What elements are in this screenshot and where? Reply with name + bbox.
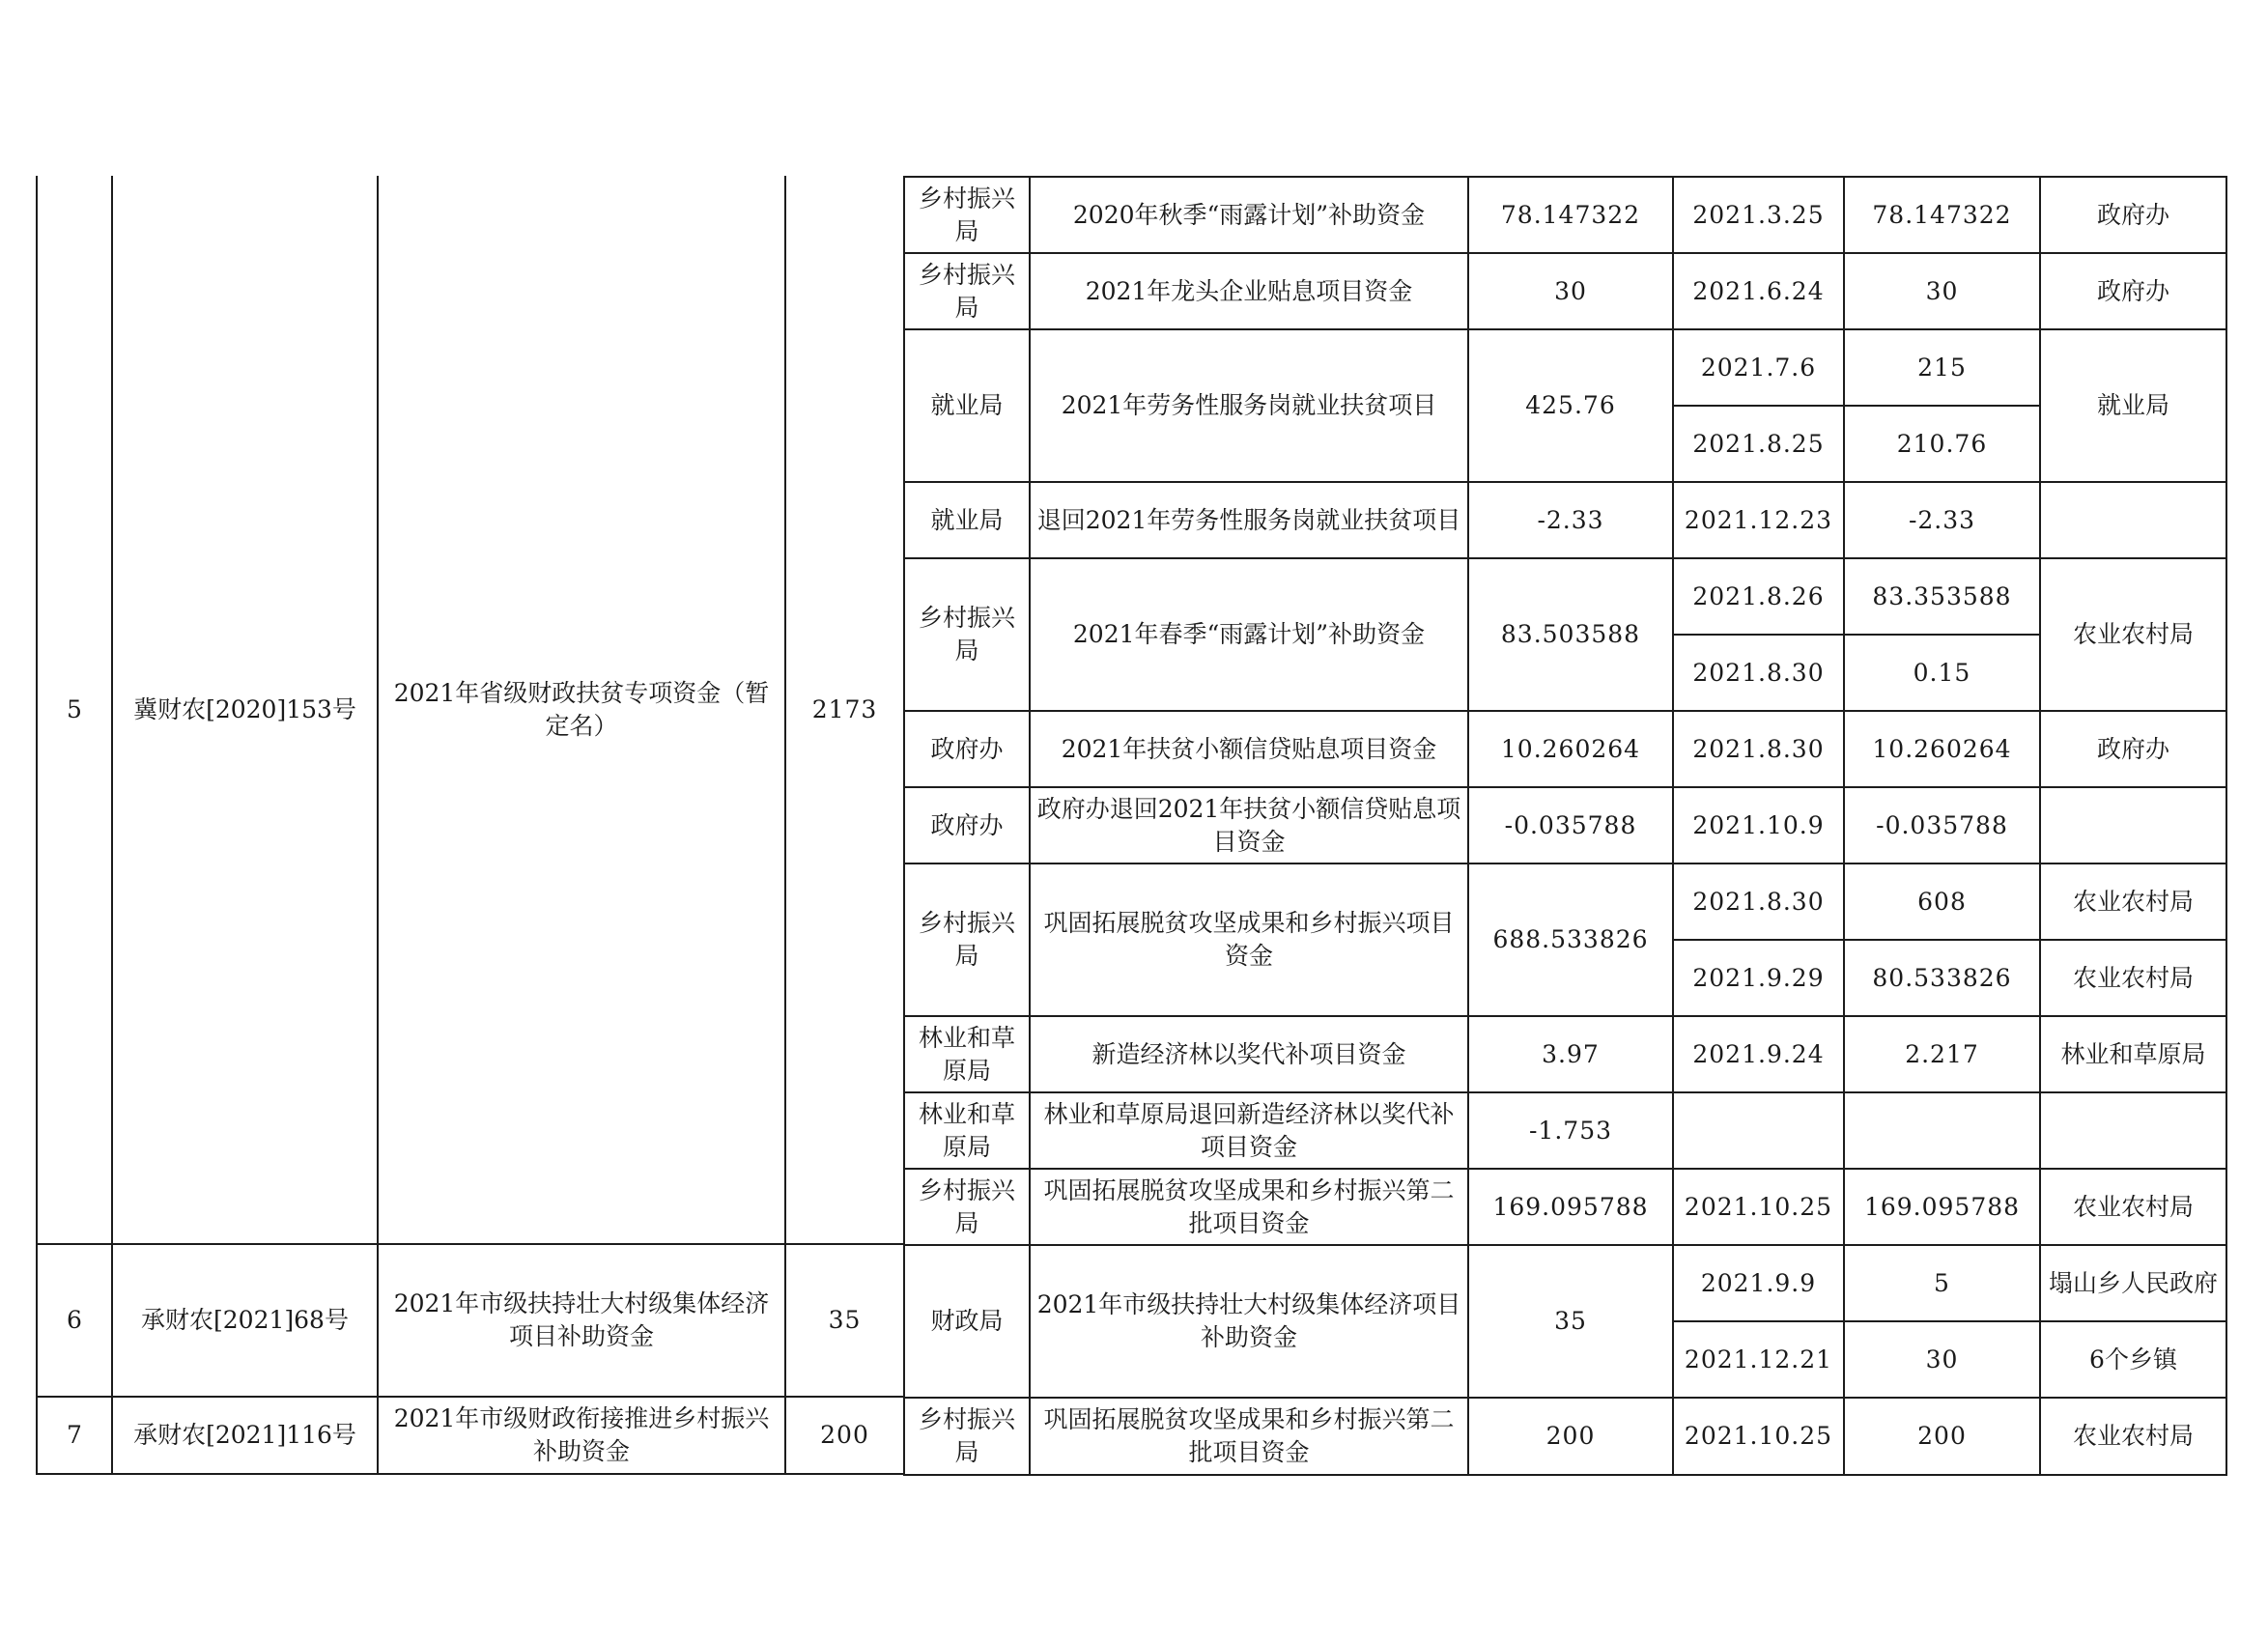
- date-cell: 2021.8.30: [1673, 635, 1844, 711]
- project-name-cell: 2020年秋季“雨露计划”补助资金: [1030, 177, 1468, 253]
- project-amount-cell: -0.035788: [1468, 787, 1673, 863]
- recipient-cell: [2040, 482, 2226, 558]
- department-cell: 政府办: [904, 711, 1030, 787]
- project-amount-cell: 3.97: [1468, 1016, 1673, 1092]
- recipient-cell: 政府办: [2040, 711, 2226, 787]
- project-amount-cell: 169.095788: [1468, 1169, 1673, 1245]
- project-name-cell: 政府办退回2021年扶贫小额信贷贴息项目资金: [1030, 787, 1468, 863]
- project-name-cell: 2021年市级扶持壮大村级集体经济项目补助资金: [1030, 1245, 1468, 1398]
- project-amount-cell: 30: [1468, 253, 1673, 329]
- disbursed-amount-cell: [1844, 1092, 2040, 1169]
- document-number: 承财农[2021]68号: [112, 1244, 378, 1397]
- recipient-cell: 农业农村局: [2040, 1169, 2226, 1245]
- date-cell: 2021.12.21: [1673, 1321, 1844, 1398]
- table-row: [904, 558, 2226, 635]
- recipient-cell: 政府办: [2040, 177, 2226, 253]
- project-amount-cell: -1.753: [1468, 1092, 1673, 1169]
- fund-amount: 200: [785, 1397, 904, 1474]
- fund-amount: 2173: [785, 176, 904, 1244]
- date-cell: 2021.8.30: [1673, 711, 1844, 787]
- left-fund-table: [36, 176, 905, 1475]
- project-amount-cell: 200: [1468, 1398, 1673, 1475]
- date-cell: 2021.3.25: [1673, 177, 1844, 253]
- project-name-cell: 林业和草原局退回新造经济林以奖代补项目资金: [1030, 1092, 1468, 1169]
- department-cell: 就业局: [904, 482, 1030, 558]
- disbursed-amount-cell: -0.035788: [1844, 787, 2040, 863]
- recipient-cell: 就业局: [2040, 329, 2226, 482]
- table-row: [904, 177, 2226, 253]
- disbursed-amount-cell: 608: [1844, 863, 2040, 940]
- recipient-cell: 农业农村局: [2040, 940, 2226, 1016]
- project-amount-cell: -2.33: [1468, 482, 1673, 558]
- disbursed-amount-cell: 2.217: [1844, 1016, 2040, 1092]
- department-cell: 乡村振兴局: [904, 1398, 1030, 1475]
- table-row: [904, 253, 2226, 329]
- department-cell: 乡村振兴局: [904, 253, 1030, 329]
- disbursed-amount-cell: 215: [1844, 329, 2040, 406]
- recipient-cell: 政府办: [2040, 253, 2226, 329]
- project-amount-cell: 688.533826: [1468, 863, 1673, 1016]
- date-cell: 2021.10.9: [1673, 787, 1844, 863]
- department-cell: 财政局: [904, 1245, 1030, 1398]
- table-row: [37, 176, 904, 1244]
- table-row: [904, 711, 2226, 787]
- project-amount-cell: 35: [1468, 1245, 1673, 1398]
- date-cell: 2021.8.25: [1673, 406, 1844, 482]
- date-cell: 2021.8.30: [1673, 863, 1844, 940]
- department-cell: 林业和草原局: [904, 1016, 1030, 1092]
- disbursed-amount-cell: 78.147322: [1844, 177, 2040, 253]
- row-number: 7: [37, 1397, 112, 1474]
- table-row: [904, 1169, 2226, 1245]
- date-cell: 2021.8.26: [1673, 558, 1844, 635]
- date-cell: 2021.10.25: [1673, 1398, 1844, 1475]
- recipient-cell: 农业农村局: [2040, 1398, 2226, 1475]
- date-cell: 2021.6.24: [1673, 253, 1844, 329]
- project-name-cell: 2021年春季“雨露计划”补助资金: [1030, 558, 1468, 711]
- project-amount-cell: 78.147322: [1468, 177, 1673, 253]
- disbursed-amount-cell: 0.15: [1844, 635, 2040, 711]
- table-row: [904, 1016, 2226, 1092]
- date-cell: 2021.7.6: [1673, 329, 1844, 406]
- disbursed-amount-cell: 5: [1844, 1245, 2040, 1321]
- project-name-cell: 巩固拓展脱贫攻坚成果和乡村振兴项目资金: [1030, 863, 1468, 1016]
- department-cell: 乡村振兴局: [904, 558, 1030, 711]
- recipient-cell: 塌山乡人民政府: [2040, 1245, 2226, 1321]
- disbursed-amount-cell: 169.095788: [1844, 1169, 2040, 1245]
- date-cell: 2021.9.24: [1673, 1016, 1844, 1092]
- recipient-cell: [2040, 1092, 2226, 1169]
- recipient-cell: [2040, 787, 2226, 863]
- fund-name: 2021年市级财政衔接推进乡村振兴补助资金: [378, 1397, 785, 1474]
- row-number: 5: [37, 176, 112, 1244]
- fund-name: 2021年省级财政扶贫专项资金（暂定名）: [378, 176, 785, 1244]
- disbursed-amount-cell: 10.260264: [1844, 711, 2040, 787]
- recipient-cell: 农业农村局: [2040, 558, 2226, 711]
- table-row: [904, 1245, 2226, 1321]
- table-row: [904, 482, 2226, 558]
- date-cell: 2021.9.9: [1673, 1245, 1844, 1321]
- date-cell: 2021.9.29: [1673, 940, 1844, 1016]
- table-row: [904, 1092, 2226, 1169]
- disbursed-amount-cell: 80.533826: [1844, 940, 2040, 1016]
- project-name-cell: 2021年龙头企业贴息项目资金: [1030, 253, 1468, 329]
- table-row: [904, 863, 2226, 940]
- project-name-cell: 巩固拓展脱贫攻坚成果和乡村振兴第二批项目资金: [1030, 1169, 1468, 1245]
- project-amount-cell: 425.76: [1468, 329, 1673, 482]
- fund-name: 2021年市级扶持壮大村级集体经济项目补助资金: [378, 1244, 785, 1397]
- project-name-cell: 巩固拓展脱贫攻坚成果和乡村振兴第二批项目资金: [1030, 1398, 1468, 1475]
- allocation-table: [903, 176, 2227, 1476]
- disbursed-amount-cell: 30: [1844, 1321, 2040, 1398]
- disbursed-amount-cell: -2.33: [1844, 482, 2040, 558]
- department-cell: 乡村振兴局: [904, 177, 1030, 253]
- date-cell: 2021.10.25: [1673, 1169, 1844, 1245]
- recipient-cell: 林业和草原局: [2040, 1016, 2226, 1092]
- table-row: [904, 329, 2226, 406]
- fund-amount: 35: [785, 1244, 904, 1397]
- recipient-cell: 6个乡镇: [2040, 1321, 2226, 1398]
- table-row: [37, 1244, 904, 1397]
- disbursed-amount-cell: 210.76: [1844, 406, 2040, 482]
- department-cell: 乡村振兴局: [904, 863, 1030, 1016]
- department-cell: 林业和草原局: [904, 1092, 1030, 1169]
- department-cell: 乡村振兴局: [904, 1169, 1030, 1245]
- document-number: 承财农[2021]116号: [112, 1397, 378, 1474]
- disbursed-amount-cell: 30: [1844, 253, 2040, 329]
- date-cell: [1673, 1092, 1844, 1169]
- department-cell: 就业局: [904, 329, 1030, 482]
- disbursed-amount-cell: 83.353588: [1844, 558, 2040, 635]
- table-row: [904, 1398, 2226, 1475]
- project-name-cell: 2021年劳务性服务岗就业扶贫项目: [1030, 329, 1468, 482]
- disbursed-amount-cell: 200: [1844, 1398, 2040, 1475]
- project-name-cell: 2021年扶贫小额信贷贴息项目资金: [1030, 711, 1468, 787]
- date-cell: 2021.12.23: [1673, 482, 1844, 558]
- table-row: [37, 1397, 904, 1474]
- project-name-cell: 新造经济林以奖代补项目资金: [1030, 1016, 1468, 1092]
- project-amount-cell: 83.503588: [1468, 558, 1673, 711]
- project-amount-cell: 10.260264: [1468, 711, 1673, 787]
- table-row: [904, 787, 2226, 863]
- recipient-cell: 农业农村局: [2040, 863, 2226, 940]
- department-cell: 政府办: [904, 787, 1030, 863]
- document-number: 冀财农[2020]153号: [112, 176, 378, 1244]
- row-number: 6: [37, 1244, 112, 1397]
- project-name-cell: 退回2021年劳务性服务岗就业扶贫项目: [1030, 482, 1468, 558]
